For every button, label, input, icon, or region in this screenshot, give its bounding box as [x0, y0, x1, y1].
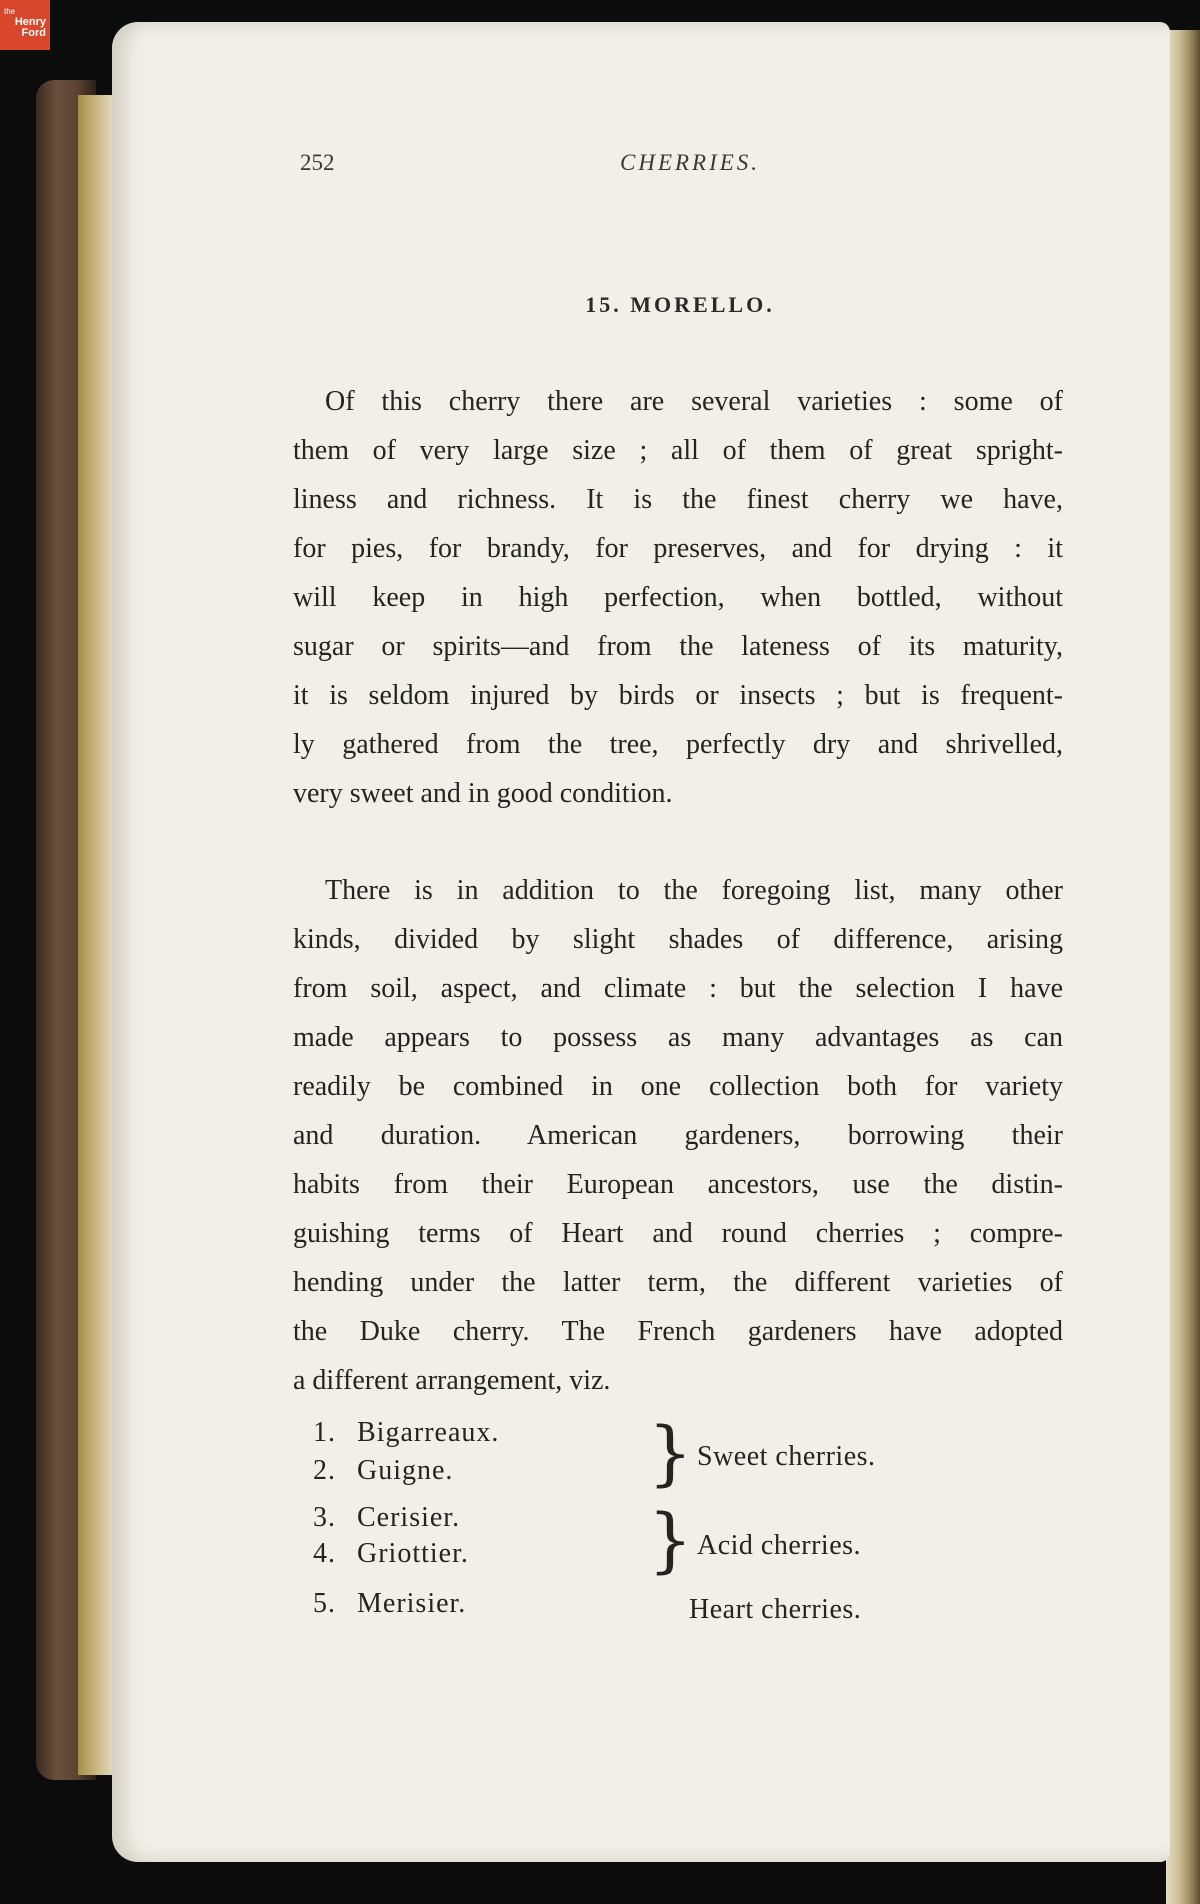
brace-icon: }	[648, 1499, 693, 1581]
section-heading: 15. MORELLO.	[585, 292, 775, 317]
item-number: 2.	[313, 1455, 336, 1486]
item-name: Merisier.	[357, 1588, 467, 1619]
item-number: 3.	[313, 1502, 336, 1533]
text-line: and duration. American gardeners, borrowing their	[293, 1120, 1063, 1151]
page-number: 252	[300, 150, 335, 175]
text-line: ly gathered from the tree, perfectly dry and shrivelled,	[293, 729, 1063, 760]
text-line: them of very large size ; all of them of great spright-	[293, 435, 1063, 466]
text-line: guishing terms of Heart and round cherries ; compre-	[293, 1218, 1063, 1249]
text-line: the Duke cherry. The French gardeners have adopted	[293, 1316, 1063, 1347]
item-name: Guigne.	[357, 1455, 454, 1486]
text-line: for pies, for brandy, for preserves, and for drying : it	[293, 533, 1063, 564]
text-line: Of this cherry there are several varieties : some of	[325, 386, 1063, 417]
group-label-heart: Heart cherries.	[689, 1594, 862, 1625]
text-line: kinds, divided by slight shades of difference, arising	[293, 924, 1063, 955]
item-number: 1.	[313, 1417, 336, 1448]
item-name: Bigarreaux.	[357, 1417, 500, 1448]
item-number: 5.	[313, 1588, 336, 1619]
text-line: sugar or spirits—and from the lateness of its maturity,	[293, 631, 1063, 662]
text-line: hending under the latter term, the different varieties of	[293, 1267, 1063, 1298]
paragraph-morello	[293, 377, 1063, 818]
facing-page-edge	[1166, 30, 1200, 1904]
group-label-acid: Acid cherries.	[697, 1530, 862, 1561]
item-number: 4.	[313, 1538, 336, 1569]
item-name: Griottier.	[357, 1538, 469, 1569]
text-line: will keep in high perfection, when bottled, without	[293, 582, 1063, 613]
paragraph-other-kinds	[293, 866, 1063, 1405]
text-line: very sweet and in good condition.	[293, 778, 673, 809]
text-line: made appears to possess as many advantages as can	[293, 1022, 1063, 1053]
brace-icon: }	[648, 1412, 693, 1494]
henry-ford-logo: the Henry Ford	[0, 0, 50, 50]
running-title: CHERRIES.	[620, 150, 761, 175]
text-line: from soil, aspect, and climate : but the selection I have	[293, 973, 1063, 1004]
text-line: habits from their European ancestors, use the distin-	[293, 1169, 1063, 1200]
text-line: There is in addition to the foregoing list, many other	[325, 875, 1063, 906]
running-head	[300, 150, 800, 180]
text-line: readily be combined in one collection both for variety	[293, 1071, 1063, 1102]
text-line: liness and richness. It is the finest cherry we have,	[293, 484, 1063, 515]
item-name: Cerisier.	[357, 1502, 461, 1533]
group-label-sweet: Sweet cherries.	[697, 1441, 876, 1472]
text-line: a different arrangement, viz.	[293, 1365, 611, 1396]
text-line: it is seldom injured by birds or insects ; but is frequent-	[293, 680, 1063, 711]
